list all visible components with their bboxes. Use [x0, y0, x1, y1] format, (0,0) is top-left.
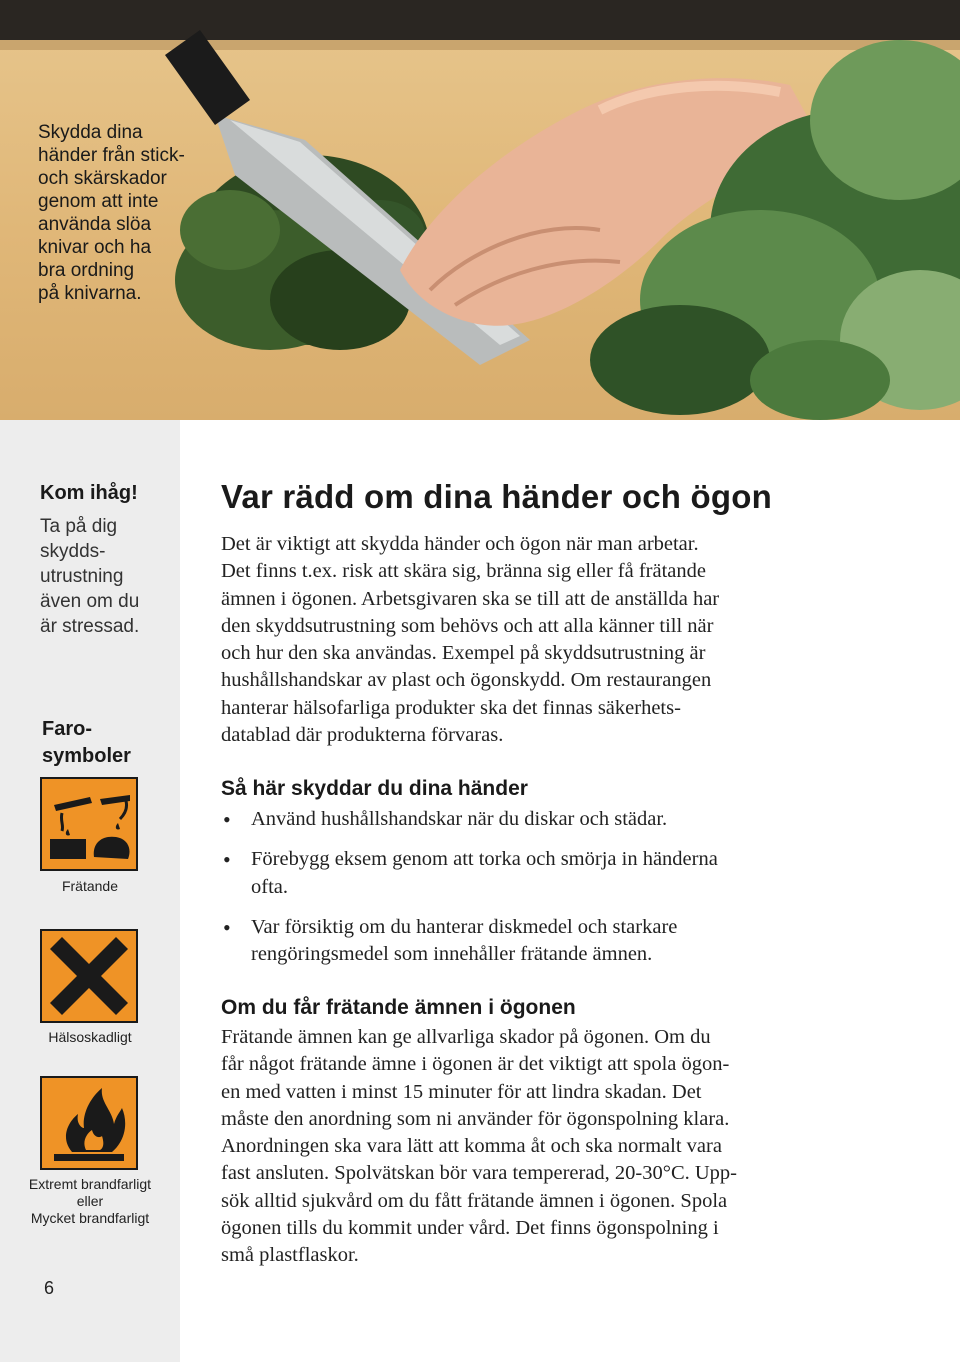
hazard-symbols-title: Faro- symboler — [42, 718, 131, 767]
list-item: • Förebygg eksem genom att torka och smörja in händerna ofta. — [221, 846, 871, 901]
eyes-paragraph: Frätande ämnen kan ge allvarliga skador på ögonen. Om du får något frätande ämne i ögonen är det viktigt att spola ögon- en med vatten i minst 15 minuter för att lindra skadan. Det måste den anordning som ni använder för ögonspolning klara. Anordningen ska vara lätt att komma åt och ska normalt vara fast ansluten. Spolvätskan bör vara tempererad, 20-30°C. Upp- sök alltid sjukvård om du fått frätande ämnen i ögonen. Spola ögonen tills du kommit under vård. Det finns ögonspolning i små plastflaskor. — [221, 1026, 738, 1267]
hands-bullet-list — [221, 806, 871, 981]
hazard-label-flammable: Extremt brandfarligt eller Mycket brandfarligt — [28, 1176, 152, 1226]
kitchen-photo — [0, 0, 960, 420]
hazard-label-corrosive: Frätande — [61, 878, 119, 894]
corrosive-icon — [42, 779, 136, 869]
remember-text: Ta på dig skydds- utrustning även om du är stressad. — [40, 516, 140, 637]
page-title: Var rädd om dina händer och ögon — [221, 478, 772, 515]
corrosive-symbol — [40, 777, 138, 871]
flammable-icon — [42, 1078, 136, 1168]
list-item: • Var försiktig om du hanterar diskmedel och starkare rengöringsmedel som innehåller frätande ämnen. — [221, 914, 871, 969]
list-item: • Använd hushållshandskar när du diskar och städar. — [221, 806, 871, 833]
remember-title: Kom ihåg! — [40, 482, 138, 504]
page-number: 6 — [44, 1278, 55, 1298]
photo-caption: Skydda dina händer från stick- och skärskador genom att inte använda slöa knivar och ha bra ordning på knivarna. — [38, 122, 185, 304]
eyes-heading: Om du får frätande ämnen i ögonen — [221, 996, 576, 1019]
hands-heading: Så här skyddar du dina händer — [221, 777, 528, 800]
harmful-x-icon — [42, 931, 136, 1021]
hazard-label-harmful: Hälsoskadligt — [48, 1029, 132, 1045]
intro-paragraph: Det är viktigt att skydda händer och ögon när man arbetar. Det finns t.ex. risk att skära sig, bränna sig eller få frätande ämnen i ögonen. Arbetsgivaren ska se till att de anställda har den skyddsutrustning som behövs och att alla känner till när och hur den ska användas. Exempel på skyddsutrustning är hushållshandskar av plast och ögonskydd. Om restaurangen hanterar hälsofarliga produkter ska det finnas säkerhets- datablad där produkterna förvaras. — [221, 533, 720, 747]
flammable-symbol — [40, 1076, 138, 1170]
shirt-shape — [0, 0, 960, 45]
harmful-symbol — [40, 929, 138, 1023]
